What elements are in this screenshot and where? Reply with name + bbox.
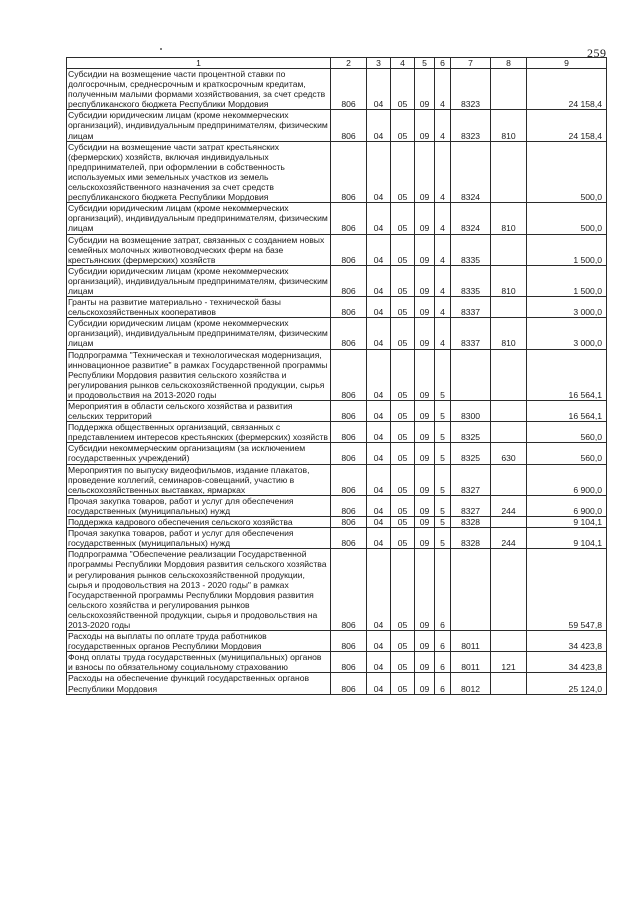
table-row	[67, 673, 607, 694]
row-name-cell: Поддержка кадрового обеспечения сельского хозяйства	[67, 517, 331, 528]
column-header: 5	[415, 58, 435, 69]
subsection-cell: 05	[391, 297, 415, 318]
subprogram-cell: 5	[435, 495, 451, 516]
program-cell: 09	[415, 297, 435, 318]
table-row	[67, 265, 607, 296]
grbs-cell: 806	[331, 297, 367, 318]
subsection-cell: 05	[391, 234, 415, 265]
target-code-cell: 8323	[451, 110, 491, 141]
subprogram-cell: 4	[435, 265, 451, 296]
expense-type-cell	[491, 69, 527, 110]
subsection-cell: 05	[391, 652, 415, 673]
table-row	[67, 110, 607, 141]
amount-cell: 1 500,0	[527, 234, 607, 265]
program-cell: 09	[415, 401, 435, 422]
subprogram-cell: 5	[435, 349, 451, 400]
amount-cell: 6 900,0	[527, 464, 607, 495]
subprogram-cell: 5	[435, 443, 451, 464]
table-row	[67, 203, 607, 234]
subsection-cell: 05	[391, 203, 415, 234]
subprogram-cell: 6	[435, 549, 451, 631]
expense-type-cell: 810	[491, 203, 527, 234]
section-cell: 04	[367, 265, 391, 296]
amount-cell: 16 564,1	[527, 401, 607, 422]
table-row	[67, 443, 607, 464]
subprogram-cell: 4	[435, 318, 451, 349]
subsection-cell: 05	[391, 349, 415, 400]
expense-type-cell: 810	[491, 110, 527, 141]
expense-type-cell	[491, 401, 527, 422]
page-number: 259	[587, 46, 607, 60]
grbs-cell: 806	[331, 401, 367, 422]
amount-cell: 3 000,0	[527, 297, 607, 318]
grbs-cell: 806	[331, 652, 367, 673]
table-row	[67, 652, 607, 673]
amount-cell: 34 423,8	[527, 631, 607, 652]
grbs-cell: 806	[331, 631, 367, 652]
table-row	[67, 234, 607, 265]
row-name-cell: Субсидии юридическим лицам (кроме некоммерческих организаций), индивидуальным предпринимателям, физическим лицам	[67, 203, 331, 234]
section-cell: 04	[367, 110, 391, 141]
column-header: 1	[67, 58, 331, 69]
expense-type-cell	[491, 422, 527, 443]
amount-cell: 9 104,1	[527, 528, 607, 549]
subsection-cell: 05	[391, 631, 415, 652]
amount-cell: 9 104,1	[527, 517, 607, 528]
target-code-cell: 8325	[451, 443, 491, 464]
expense-type-cell	[491, 464, 527, 495]
program-cell: 09	[415, 631, 435, 652]
row-name-cell: Подпрограмма "Обеспечение реализации Государственной программы Республики Мордовия развития сельского хозяйства и регулирования рынков сельскохозяйственной продукции, сырья и продовольствия на 2013 - 2020 годы" в рамках Государственной программы Республики Мордовия развития сельского хозяйства и регулирования рынков сельскохозяйственной продукции, сырья и продовольствия на 2013-2020 годы	[67, 549, 331, 631]
row-name-cell: Субсидии юридическим лицам (кроме некоммерческих организаций), индивидуальным предпринимателям, физическим лицам	[67, 110, 331, 141]
grbs-cell: 806	[331, 422, 367, 443]
column-header: 6	[435, 58, 451, 69]
table-row	[67, 69, 607, 110]
subprogram-cell: 5	[435, 517, 451, 528]
grbs-cell: 806	[331, 528, 367, 549]
grbs-cell: 806	[331, 464, 367, 495]
expense-type-cell: 244	[491, 528, 527, 549]
amount-cell: 3 000,0	[527, 318, 607, 349]
row-name-cell: Расходы на обеспечение функций государственных органов Республики Мордовия	[67, 673, 331, 694]
row-name-cell: Субсидии юридическим лицам (кроме некоммерческих организаций), индивидуальным предпринимателям, физическим лицам	[67, 318, 331, 349]
amount-cell: 560,0	[527, 443, 607, 464]
expense-type-cell	[491, 631, 527, 652]
program-cell: 09	[415, 318, 435, 349]
section-cell: 04	[367, 631, 391, 652]
row-name-cell: Мероприятия в области сельского хозяйства и развития сельских территорий	[67, 401, 331, 422]
subprogram-cell: 5	[435, 401, 451, 422]
section-cell: 04	[367, 464, 391, 495]
amount-cell: 500,0	[527, 141, 607, 203]
table-row	[67, 141, 607, 203]
subsection-cell: 05	[391, 265, 415, 296]
section-cell: 04	[367, 141, 391, 203]
row-name-cell: Фонд оплаты труда государственных (муниципальных) органов и взносы по обязательному социальному страхованию	[67, 652, 331, 673]
target-code-cell: 8327	[451, 464, 491, 495]
table-row	[67, 464, 607, 495]
target-code-cell: 8325	[451, 422, 491, 443]
program-cell: 09	[415, 528, 435, 549]
program-cell: 09	[415, 203, 435, 234]
table-row	[67, 297, 607, 318]
subprogram-cell: 5	[435, 528, 451, 549]
expense-type-cell	[491, 297, 527, 318]
target-code-cell: 8323	[451, 69, 491, 110]
target-code-cell: 8335	[451, 234, 491, 265]
row-name-cell: Прочая закупка товаров, работ и услуг для обеспечения государственных (муниципальных) нужд	[67, 495, 331, 516]
row-name-cell: Подпрограмма "Техническая и технологическая модернизация, инновационное развитие" в рамках Государственной программы Республики Мордовия развития сельского хозяйства и регулирования рынков сельскохозяйственной продукции, сырья и продовольствия на 2013-2020 годы	[67, 349, 331, 400]
program-cell: 09	[415, 265, 435, 296]
target-code-cell: 8327	[451, 495, 491, 516]
column-header: 2	[331, 58, 367, 69]
table-row	[67, 517, 607, 528]
column-header: 4	[391, 58, 415, 69]
section-cell: 04	[367, 528, 391, 549]
section-cell: 04	[367, 234, 391, 265]
subprogram-cell: 6	[435, 673, 451, 694]
subsection-cell: 05	[391, 673, 415, 694]
subsection-cell: 05	[391, 549, 415, 631]
program-cell: 09	[415, 495, 435, 516]
section-cell: 04	[367, 443, 391, 464]
grbs-cell: 806	[331, 517, 367, 528]
row-name-cell: Субсидии некоммерческим организациям (за исключением государственных учреждений)	[67, 443, 331, 464]
row-name-cell: Прочая закупка товаров, работ и услуг для обеспечения государственных (муниципальных) нужд	[67, 528, 331, 549]
target-code-cell: 8012	[451, 673, 491, 694]
subprogram-cell: 6	[435, 652, 451, 673]
grbs-cell: 806	[331, 318, 367, 349]
subsection-cell: 05	[391, 110, 415, 141]
target-code-cell: 8337	[451, 318, 491, 349]
subprogram-cell: 6	[435, 631, 451, 652]
expense-type-cell: 244	[491, 495, 527, 516]
grbs-cell: 806	[331, 549, 367, 631]
target-code-cell: 8335	[451, 265, 491, 296]
subprogram-cell: 4	[435, 203, 451, 234]
program-cell: 09	[415, 349, 435, 400]
amount-cell: 24 158,4	[527, 69, 607, 110]
grbs-cell: 806	[331, 141, 367, 203]
column-header: 8	[491, 58, 527, 69]
expense-type-cell	[491, 517, 527, 528]
section-cell: 04	[367, 673, 391, 694]
grbs-cell: 806	[331, 673, 367, 694]
expense-type-cell	[491, 234, 527, 265]
budget-table	[66, 57, 607, 695]
section-cell: 04	[367, 422, 391, 443]
program-cell: 09	[415, 422, 435, 443]
row-name-cell: Поддержка общественных организаций, связанных с представлением интересов крестьянских (фермерских) хозяйств	[67, 422, 331, 443]
expense-type-cell	[491, 349, 527, 400]
subsection-cell: 05	[391, 318, 415, 349]
table-body	[67, 69, 607, 695]
amount-cell: 1 500,0	[527, 265, 607, 296]
scan-speck	[160, 48, 162, 50]
grbs-cell: 806	[331, 203, 367, 234]
table-row	[67, 422, 607, 443]
target-code-cell: 8337	[451, 297, 491, 318]
grbs-cell: 806	[331, 443, 367, 464]
row-name-cell: Субсидии на возмещение части затрат крестьянских (фермерских) хозяйств, включая индивидуальных предпринимателей, при оформлении в собственность используемых ими земельных участков из земель сельскохозяйственного назначения за счет средств республиканского бюджета Республики Мордовия	[67, 141, 331, 203]
amount-cell: 500,0	[527, 203, 607, 234]
subsection-cell: 05	[391, 422, 415, 443]
table-row	[67, 549, 607, 631]
subsection-cell: 05	[391, 443, 415, 464]
section-cell: 04	[367, 318, 391, 349]
table-row	[67, 401, 607, 422]
amount-cell: 59 547,8	[527, 549, 607, 631]
amount-cell: 6 900,0	[527, 495, 607, 516]
program-cell: 09	[415, 464, 435, 495]
grbs-cell: 806	[331, 234, 367, 265]
section-cell: 04	[367, 69, 391, 110]
expense-type-cell	[491, 141, 527, 203]
target-code-cell: 8011	[451, 652, 491, 673]
row-name-cell: Расходы на выплаты по оплате труда работников государственных органов Республики Мордовия	[67, 631, 331, 652]
column-header: 9	[527, 58, 607, 69]
section-cell: 04	[367, 517, 391, 528]
subprogram-cell: 4	[435, 234, 451, 265]
expense-type-cell	[491, 549, 527, 631]
section-cell: 04	[367, 495, 391, 516]
row-name-cell: Субсидии на возмещение затрат, связанных с созданием новых семейных молочных животноводческих ферм на базе крестьянских (фермерских) хозяйств	[67, 234, 331, 265]
grbs-cell: 806	[331, 69, 367, 110]
section-cell: 04	[367, 549, 391, 631]
amount-cell: 16 564,1	[527, 349, 607, 400]
section-cell: 04	[367, 349, 391, 400]
table-header-row	[67, 58, 607, 69]
subsection-cell: 05	[391, 517, 415, 528]
table-row	[67, 631, 607, 652]
grbs-cell: 806	[331, 349, 367, 400]
subprogram-cell: 4	[435, 141, 451, 203]
program-cell: 09	[415, 234, 435, 265]
subsection-cell: 05	[391, 464, 415, 495]
table-row	[67, 528, 607, 549]
expense-type-cell: 121	[491, 652, 527, 673]
subsection-cell: 05	[391, 401, 415, 422]
amount-cell: 34 423,8	[527, 652, 607, 673]
target-code-cell	[451, 549, 491, 631]
subprogram-cell: 4	[435, 110, 451, 141]
target-code-cell: 8300	[451, 401, 491, 422]
section-cell: 04	[367, 297, 391, 318]
subprogram-cell: 4	[435, 297, 451, 318]
program-cell: 09	[415, 69, 435, 110]
target-code-cell: 8011	[451, 631, 491, 652]
subprogram-cell: 5	[435, 422, 451, 443]
row-name-cell: Мероприятия по выпуску видеофильмов, издание плакатов, проведение коллегий, семинаров-совещаний, участию в сельскохозяйственных выставках, ярмарках	[67, 464, 331, 495]
target-code-cell: 8324	[451, 203, 491, 234]
row-name-cell: Гранты на развитие материально - технической базы сельскохозяйственных кооперативов	[67, 297, 331, 318]
table-row	[67, 318, 607, 349]
column-header: 7	[451, 58, 491, 69]
program-cell: 09	[415, 549, 435, 631]
grbs-cell: 806	[331, 110, 367, 141]
section-cell: 04	[367, 203, 391, 234]
grbs-cell: 806	[331, 495, 367, 516]
subprogram-cell: 5	[435, 464, 451, 495]
expense-type-cell: 810	[491, 318, 527, 349]
program-cell: 09	[415, 517, 435, 528]
target-code-cell: 8324	[451, 141, 491, 203]
section-cell: 04	[367, 652, 391, 673]
column-header: 3	[367, 58, 391, 69]
program-cell: 09	[415, 110, 435, 141]
target-code-cell: 8328	[451, 517, 491, 528]
table-row	[67, 349, 607, 400]
subprogram-cell: 4	[435, 69, 451, 110]
amount-cell: 560,0	[527, 422, 607, 443]
row-name-cell: Субсидии юридическим лицам (кроме некоммерческих организаций), индивидуальным предпринимателям, физическим лицам	[67, 265, 331, 296]
section-cell: 04	[367, 401, 391, 422]
target-code-cell: 8328	[451, 528, 491, 549]
grbs-cell: 806	[331, 265, 367, 296]
program-cell: 09	[415, 443, 435, 464]
amount-cell: 24 158,4	[527, 110, 607, 141]
subsection-cell: 05	[391, 528, 415, 549]
expense-type-cell: 630	[491, 443, 527, 464]
table-row	[67, 495, 607, 516]
target-code-cell	[451, 349, 491, 400]
program-cell: 09	[415, 673, 435, 694]
expense-type-cell: 810	[491, 265, 527, 296]
subsection-cell: 05	[391, 495, 415, 516]
row-name-cell: Субсидии на возмещение части процентной ставки по долгосрочным, среднесрочным и краткосрочным кредитам, полученным малыми формами хозяйствования, за счет средств республиканского бюджета Республики Мордовия	[67, 69, 331, 110]
expense-type-cell	[491, 673, 527, 694]
program-cell: 09	[415, 141, 435, 203]
subsection-cell: 05	[391, 141, 415, 203]
amount-cell: 25 124,0	[527, 673, 607, 694]
subsection-cell: 05	[391, 69, 415, 110]
program-cell: 09	[415, 652, 435, 673]
